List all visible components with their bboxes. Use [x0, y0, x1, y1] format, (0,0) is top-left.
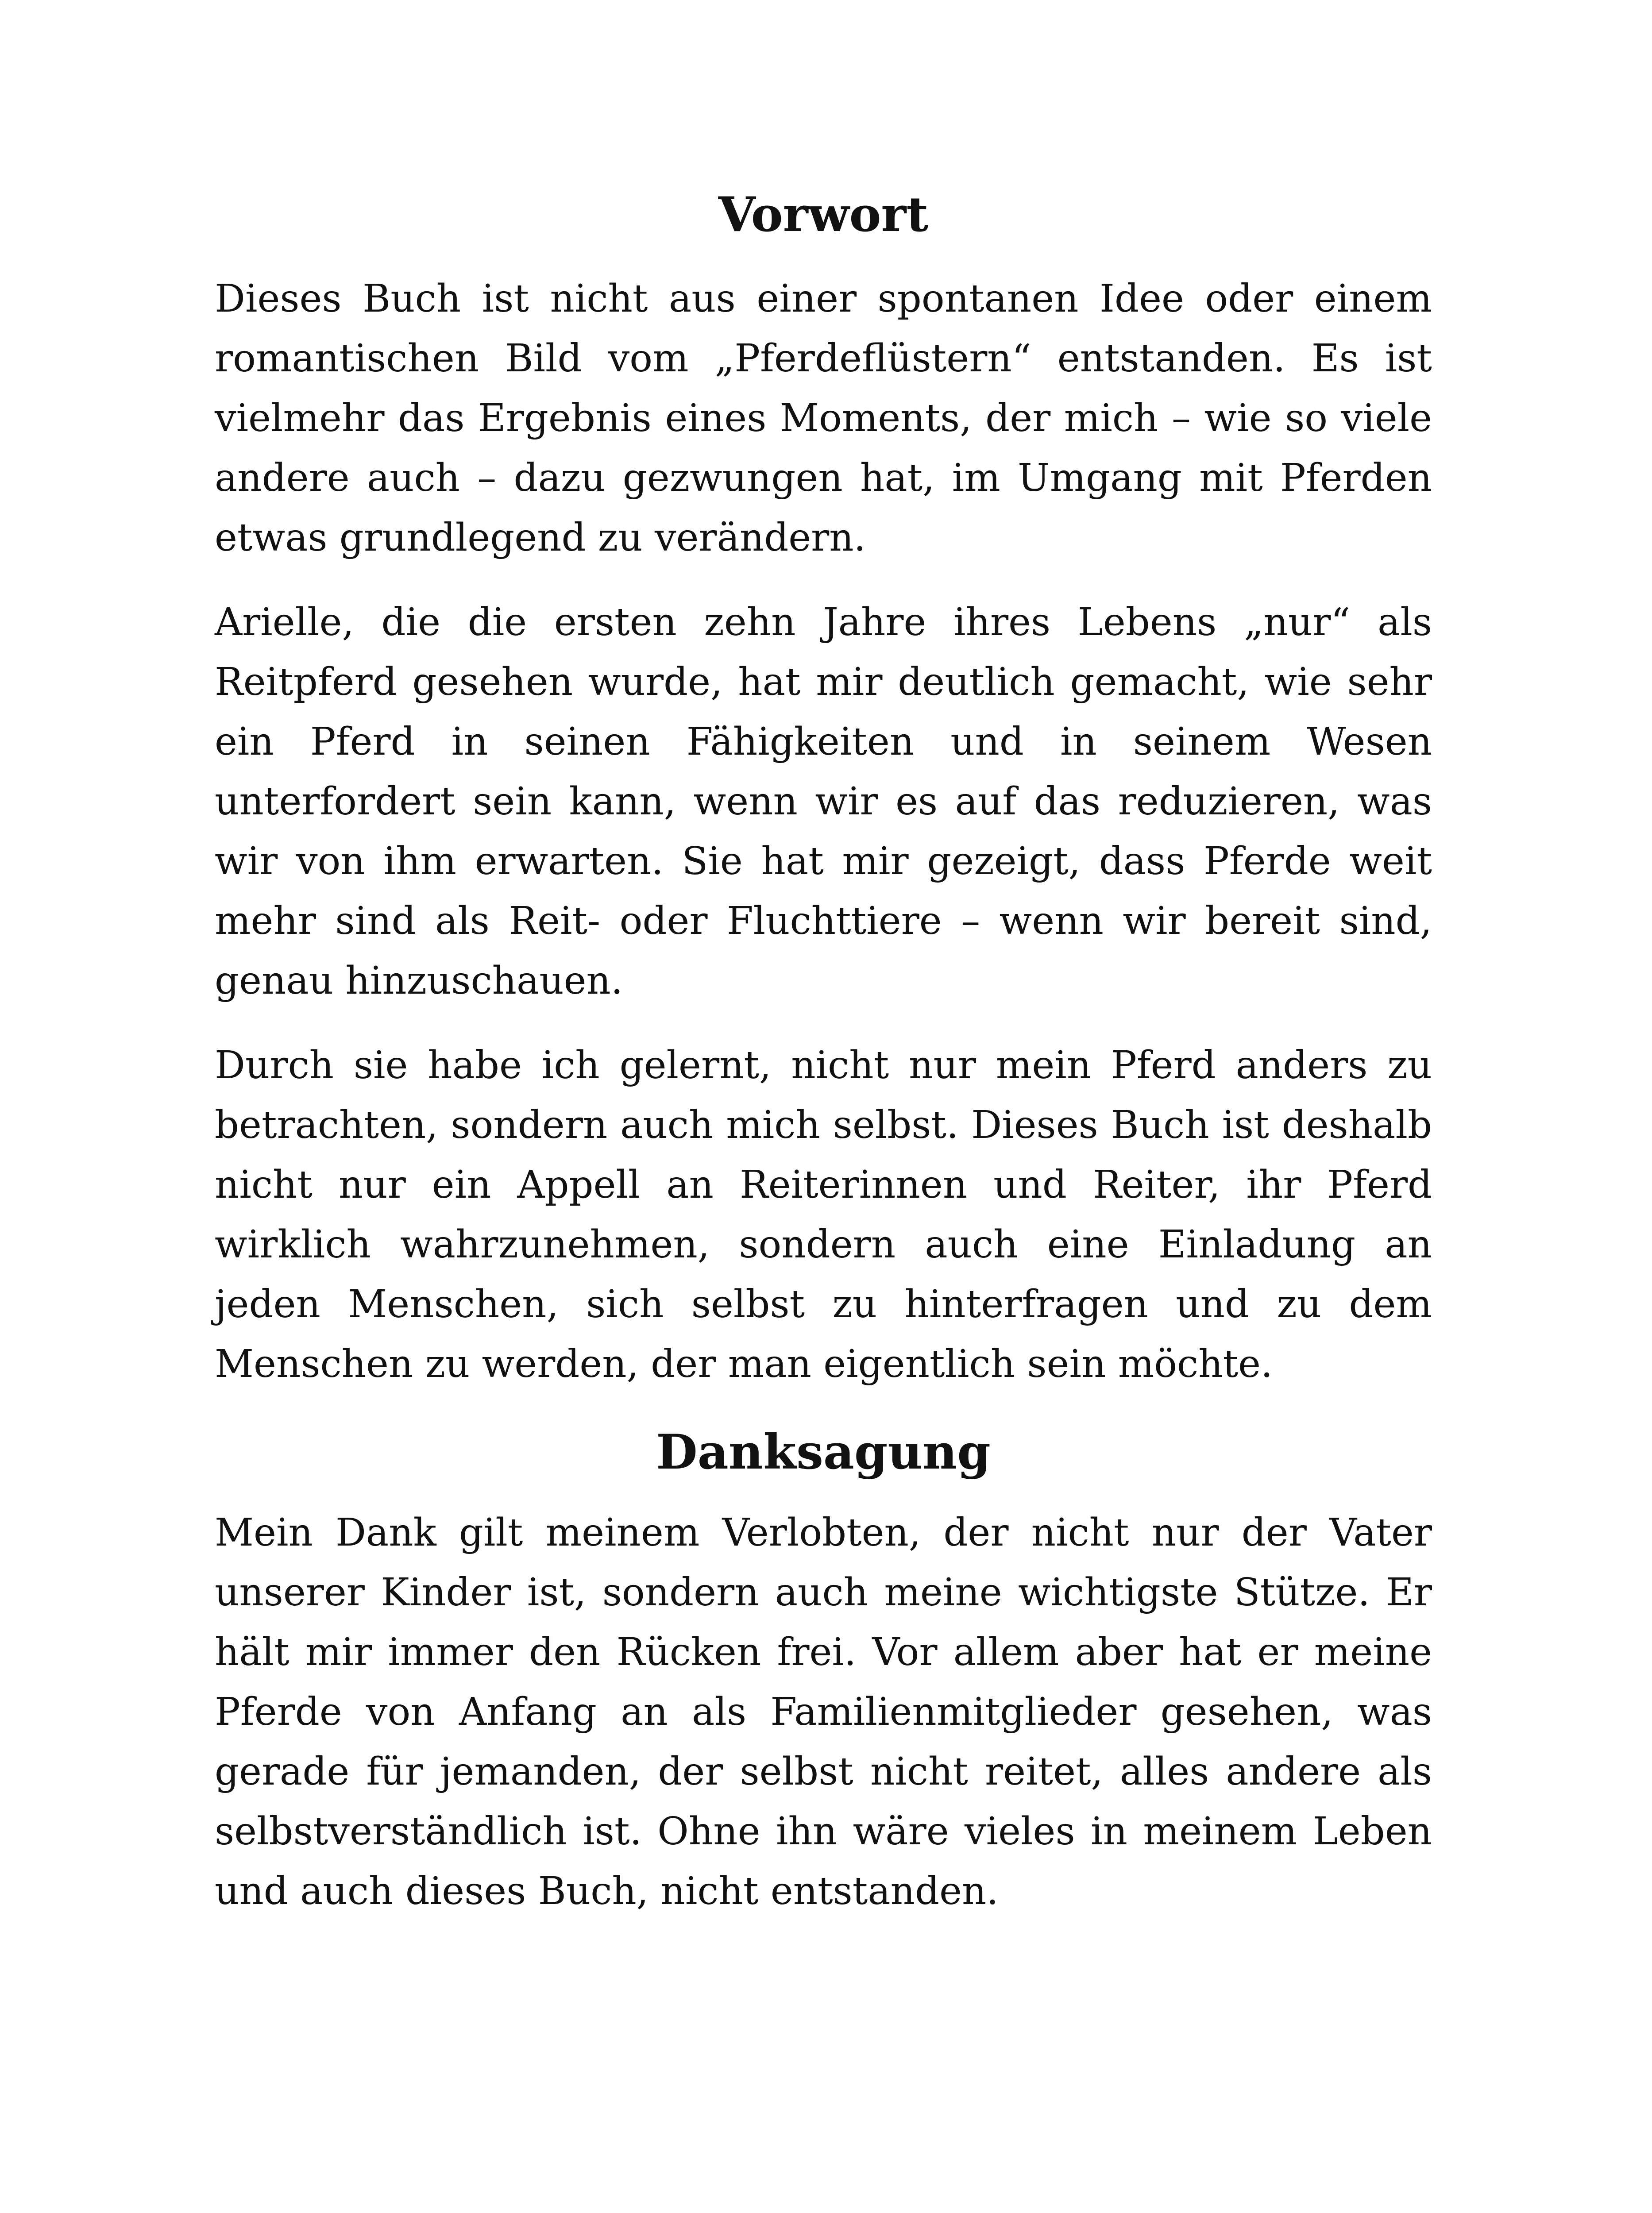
- danksagung-paragraph-1: Mein Dank gilt meinem Verlobten, der nicht nur der Vater unserer Kinder ist, sondern auch meine wichtigste Stütze. Er hält mir immer den Rücken frei. Vor allem aber hat er meine Pferde von Anfang an als Familienmitglieder gesehen, was gerade für jemanden, der selbst nicht reitet, alles andere als selbstverständlich ist. Ohne ihn wäre vieles in meinem Leben und auch dieses Buch, nicht entstanden.: [215, 1511, 1432, 1913]
- vorwort-paragraph-1: Dieses Buch ist nicht aus einer spontanen Idee oder einem romantischen Bild vom „Pferdeflüstern“ entstanden. Es ist vielmehr das Ergebnis eines Moments, der mich – wie so viele andere auch – dazu gezwungen hat, im Umgang mit Pferden etwas grundlegend zu verändern.: [215, 277, 1432, 560]
- section-heading-vorwort: Vorwort: [718, 187, 929, 243]
- page-content: [215, 181, 1432, 1946]
- section-heading-danksagung: Danksagung: [656, 1424, 991, 1480]
- vorwort-paragraph-3: Durch sie habe ich gelernt, nicht nur mein Pferd anders zu betrachten, sondern auch mich selbst. Dieses Buch ist deshalb nicht nur ein Appell an Reiterinnen und Reiter, ihr Pferd wirklich wahrzunehmen, sondern auch eine Einladung an jeden Menschen, sich selbst zu hinterfragen und zu dem Menschen zu werden, der man eigentlich sein möchte.: [215, 1043, 1432, 1386]
- vorwort-paragraph-2: Arielle, die die ersten zehn Jahre ihres Lebens „nur“ als Reitpferd gesehen wurde, hat mir deutlich gemacht, wie sehr ein Pferd in seinen Fähigkeiten und in seinem Wesen unterfordert sein kann, wenn wir es auf das reduzieren, was wir von ihm erwarten. Sie hat mir gezeigt, dass Pferde weit mehr sind als Reit- oder Fluchttiere – wenn wir bereit sind, genau hinzuschauen.: [215, 600, 1432, 1003]
